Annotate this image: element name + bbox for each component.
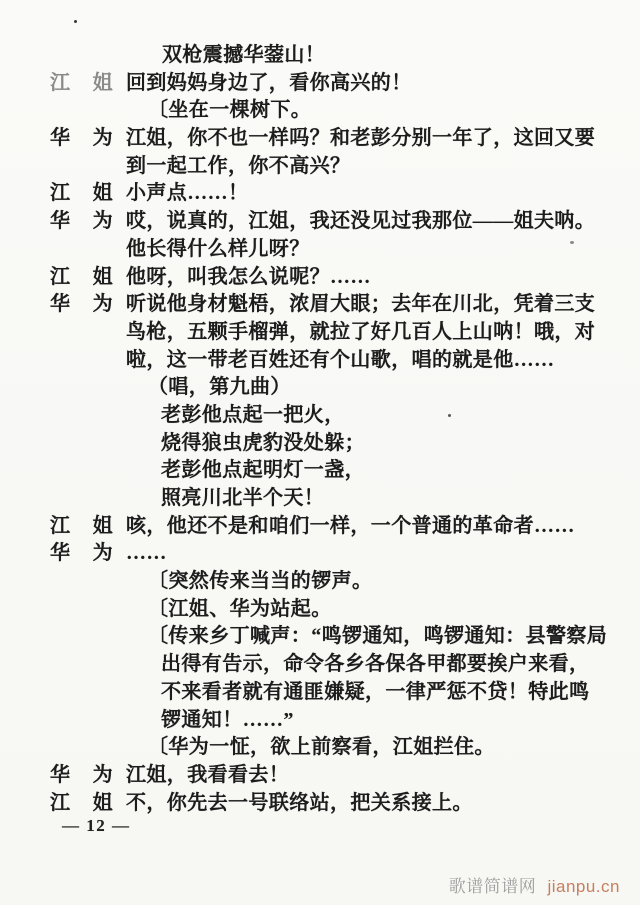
script-line-stage-continuation [0, 651, 640, 679]
line-text: 双枪震撼华蓥山！ [162, 44, 326, 66]
script-lines [0, 42, 640, 817]
script-line-stage [0, 734, 640, 762]
line-text: 听说他身材魁梧，浓眉大眼；去年在川北，凭着三支 [126, 293, 596, 316]
script-line-stage-continuation [0, 707, 640, 735]
line-text: （唱，第九曲） [148, 376, 291, 399]
script-line-dialogue [0, 790, 640, 818]
line-text: 鸟枪，五颗手榴弹，就拉了好几百人上山呐！哦，对 [126, 320, 596, 343]
speaker-label: 华 为 [50, 763, 113, 786]
script-line-dialogue [0, 208, 640, 236]
line-text: 〔突然传来当当的锣声。 [148, 570, 373, 593]
line-text: 出得有告示，命令各乡各保各甲都要挨户来看， [161, 653, 590, 676]
script-line-dialogue [0, 762, 640, 790]
script-line-title [0, 42, 640, 70]
line-text: 啦，这一带老百姓还有个山歌，唱的就是他…… [126, 348, 555, 371]
line-text: 江姐，我看看去！ [126, 763, 290, 786]
script-line-continuation [0, 319, 640, 347]
line-text: 锣通知！……” [161, 708, 294, 731]
line-text: 哎，说真的，江姐，我还没见过我那位——姐夫呐。 [126, 210, 596, 233]
line-text: 他呀，叫我怎么说呢？…… [126, 265, 371, 288]
speaker-label: 江 姐 [50, 791, 113, 814]
line-text: 江姐，你不也一样吗？和老彭分别一年了，这回又要 [126, 127, 596, 150]
watermark-site-name: 歌谱简谱网 [448, 877, 537, 896]
script-line-dialogue [0, 513, 640, 541]
line-text: 回到妈妈身边了，看你高兴的！ [126, 71, 412, 94]
line-text: 〔传来乡丁喊声：“鸣锣通知，鸣锣通知：县警察局 [148, 625, 608, 648]
script-line-song [0, 485, 640, 513]
line-text: 不来看者就有通匪嫌疑，一律严惩不贷！特此鸣 [161, 680, 590, 703]
line-text: 照亮川北半个天！ [161, 487, 325, 509]
line-text: 到一起工作，你不高兴？ [126, 154, 351, 177]
script-line-dialogue [0, 540, 640, 568]
line-text: 咳，他还不是和咱们一样，一个普通的革命者…… [126, 514, 575, 537]
watermark-site-url: jianpu.cn [547, 877, 620, 896]
script-line-dialogue [0, 70, 640, 98]
line-text: 〔华为一怔，欲上前察看，江姐拦住。 [148, 736, 495, 759]
watermark [449, 872, 620, 897]
line-text: 〔江姐、华为站起。 [148, 597, 332, 620]
script-line-song [0, 430, 640, 458]
script-line-song [0, 402, 640, 430]
script-line-song [0, 457, 640, 485]
line-text: 〔坐在一棵树下。 [148, 99, 312, 122]
speaker-label: 江 姐 [50, 265, 113, 288]
speaker-label: 华 为 [50, 542, 113, 565]
line-text: 老彭他点起一把火， [161, 403, 345, 426]
script-line-dialogue [0, 180, 640, 208]
line-text: 他长得什么样儿呀？ [126, 237, 310, 260]
speaker-label: 华 为 [50, 293, 113, 316]
speaker-label: 华 为 [50, 127, 113, 150]
script-line-stage-continuation [0, 679, 640, 707]
line-text: 老彭他点起明灯一盏， [161, 459, 365, 482]
line-text: 烧得狼虫虎豹没处躲； [161, 431, 365, 454]
speaker-label: 江 姐 [50, 71, 113, 94]
line-text: …… [126, 542, 167, 565]
script-line-continuation [0, 347, 640, 375]
script-line-continuation [0, 236, 640, 264]
speaker-label: 江 姐 [50, 514, 113, 537]
script-line-dialogue [0, 264, 640, 292]
scan-speck [74, 20, 77, 23]
script-line-stage [0, 623, 640, 651]
script-line-song-header [0, 374, 640, 402]
script-line-stage [0, 97, 640, 125]
speaker-label: 江 姐 [50, 182, 113, 205]
script-line-continuation [0, 153, 640, 181]
script-line-dialogue [0, 291, 640, 319]
line-text: 不，你先去一号联络站，把关系接上。 [126, 791, 473, 814]
line-text: 小声点……！ [126, 182, 249, 205]
script-line-stage [0, 596, 640, 624]
speaker-label: 华 为 [50, 210, 113, 233]
page-number: — 12 — [62, 816, 131, 835]
script-line-dialogue [0, 125, 640, 153]
script-line-stage [0, 568, 640, 596]
